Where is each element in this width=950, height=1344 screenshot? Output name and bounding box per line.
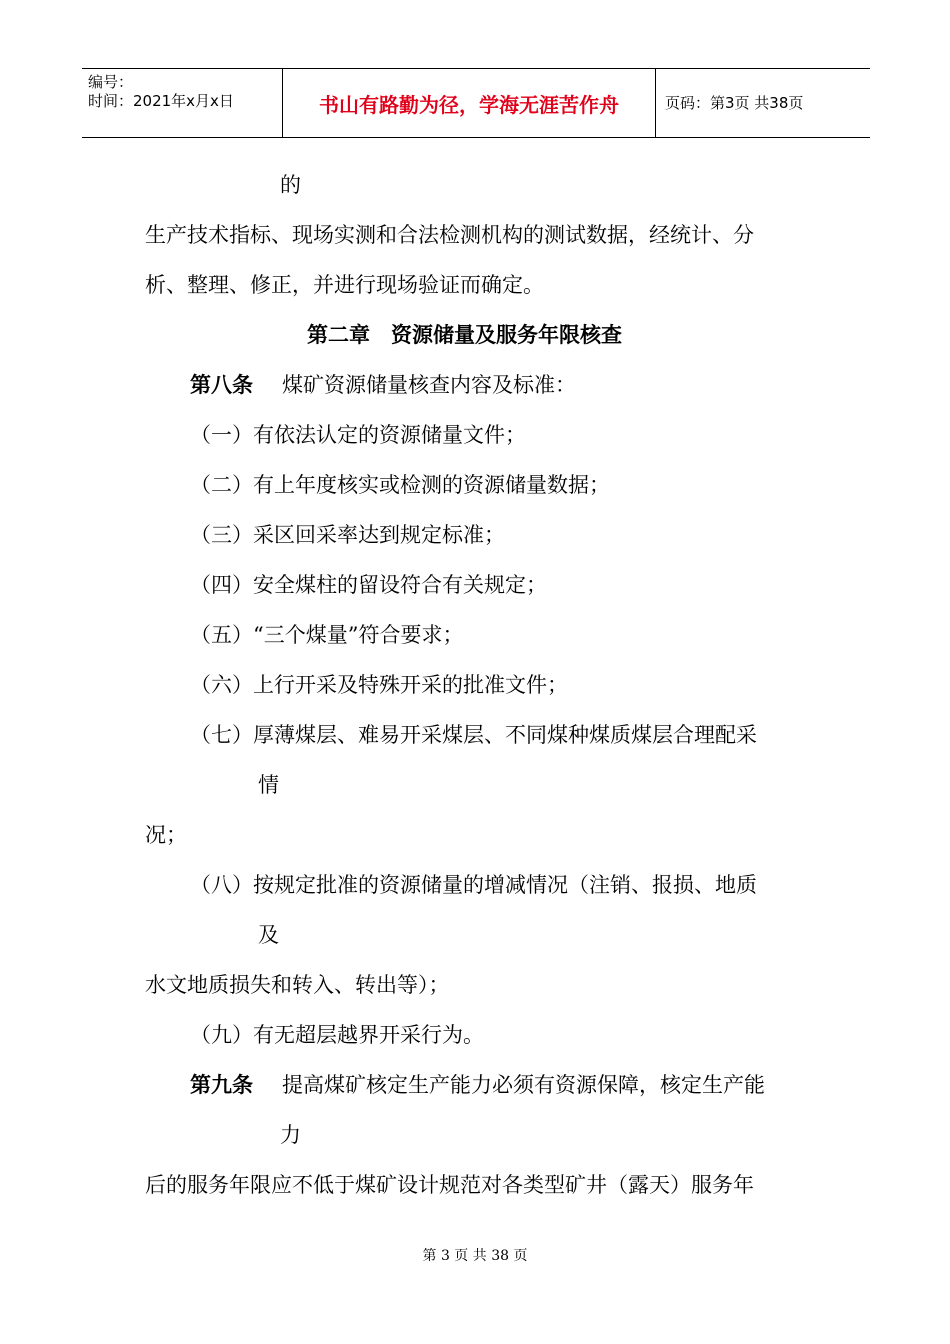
document-date-label: 时间：2021年x月x日 — [88, 92, 234, 110]
list-item: （九）有无超层越界开采行为。 — [190, 1023, 484, 1047]
body-line: 况； — [145, 823, 187, 847]
list-item: （六）上行开采及特殊开采的批准文件； — [190, 673, 568, 697]
body-line: 的 — [280, 173, 301, 197]
body-line: 后的服务年限应不低于煤矿设计规范对各类型矿井（露天）服务年 — [145, 1173, 754, 1197]
header-motto: 书山有路勤为径，学海无涯苦作舟 — [319, 93, 619, 117]
list-item: （二）有上年度核实或检测的资源储量数据； — [190, 473, 610, 497]
list-item: （八）按规定批准的资源储量的增减情况（注销、报损、地质 — [190, 873, 757, 897]
body-line: 及 — [258, 923, 279, 947]
page-header — [82, 68, 870, 138]
page-footer: 第 3 页 共 38 页 — [422, 1248, 528, 1264]
document-number-label: 编号： — [88, 73, 134, 91]
header-middle-cell — [282, 69, 656, 137]
list-item: （四）安全煤柱的留设符合有关规定； — [190, 573, 547, 597]
body-line: 提高煤矿核定生产能力必须有资源保障，核定生产能 — [282, 1073, 765, 1097]
list-item: （五）“三个煤量”符合要求； — [190, 623, 464, 647]
chapter-heading: 第二章 资源储量及服务年限核查 — [307, 323, 622, 347]
body-line: 情 — [258, 773, 279, 797]
header-left-cell — [82, 69, 282, 137]
list-item: （七）厚薄煤层、难易开采煤层、不同煤种煤质煤层合理配采 — [190, 723, 757, 747]
list-item: （一）有依法认定的资源储量文件； — [190, 423, 526, 447]
body-line: 析、整理、修正，并进行现场验证而确定。 — [145, 273, 544, 297]
article-heading: 第九条 — [190, 1073, 253, 1097]
list-item: （三）采区回采率达到规定标准； — [190, 523, 505, 547]
body-line: 水文地质损失和转入、转出等）； — [145, 973, 450, 997]
header-page-info: 页码：第3页 共38页 — [665, 94, 804, 112]
body-line: 煤矿资源储量核查内容及标准： — [282, 373, 576, 397]
body-line: 力 — [280, 1123, 301, 1147]
header-right-cell — [655, 69, 870, 137]
article-heading: 第八条 — [190, 373, 253, 397]
body-line: 生产技术指标、现场实测和合法检测机构的测试数据，经统计、分 — [145, 223, 754, 247]
